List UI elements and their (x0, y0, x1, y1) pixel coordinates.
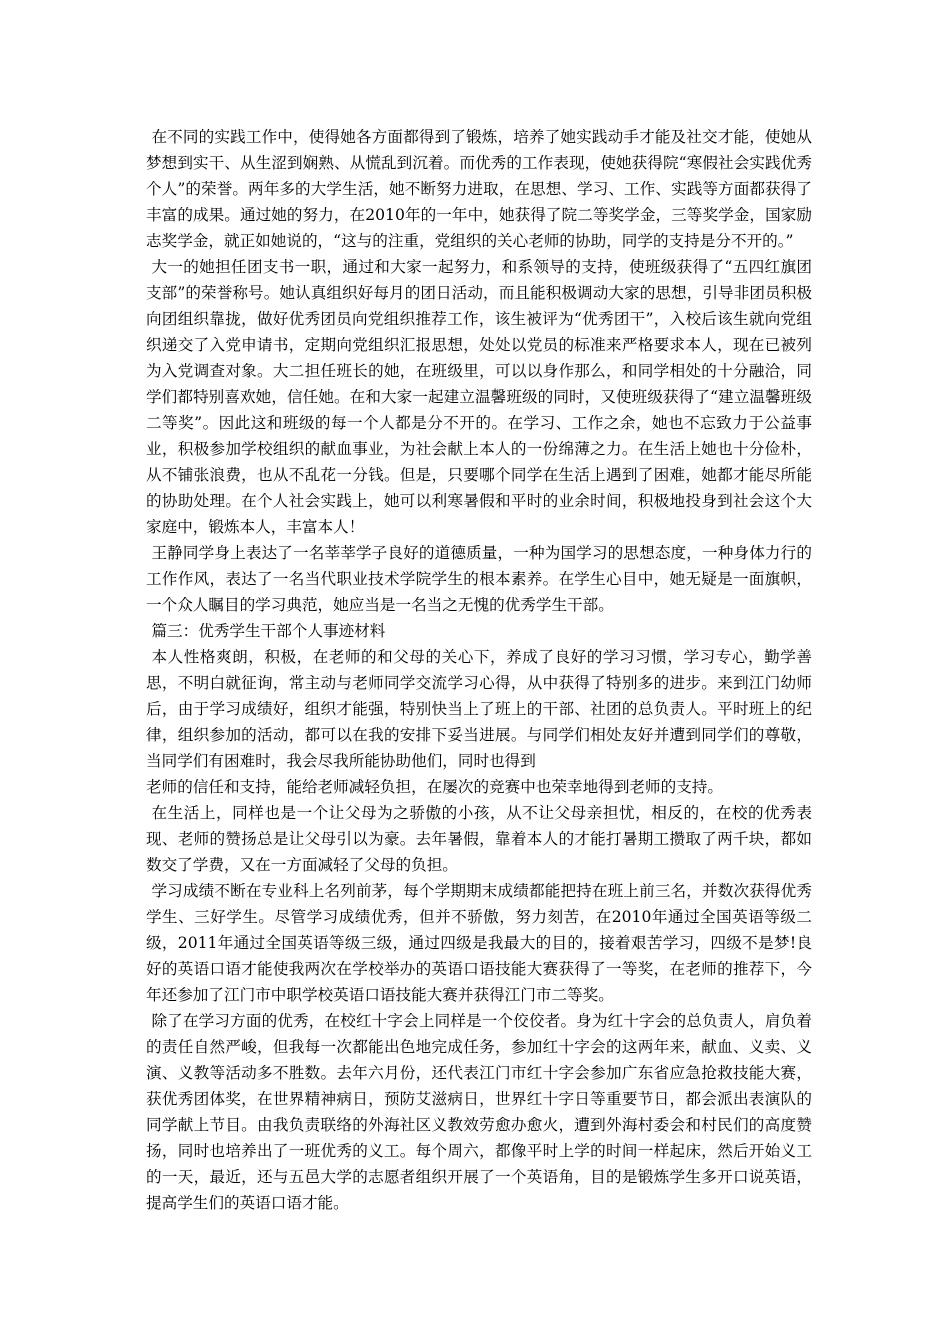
paragraph-summary: 王静同学身上表达了一名莘莘学子良好的道德质量，一种为国学习的思想态度，一种身体力行的工作作风，表达了一名当代职业技术学院学生的根本素养。在学生心目中，她无疑是一面旗帜，一个众人瞩目的学习典范，她应当是一名当之无愧的优秀学生干部。 (146, 544, 812, 614)
paragraph-red-cross: 除了在学习方面的优秀，在校红十字会上同样是一个佼佼者。身为红十字会的总负责人，肩负着的责任自然严峻，但我每一次都能出色地完成任务，参加红十字会的这两年来，献血、义卖、义演、义教等活动多不胜数。去年六月份，还代表江门市红十字会参加广东省应急抢救技能大赛，获优秀团体奖，在世界精神病日，预防艾滋病日，世界红十字日等重要节日，都会派出表演队的同学献上节目。由我负责联络的外海社区义教效劳愈办愈火，遭到外海村委会和村民们的高度赞扬，同时也培养出了一班优秀的义工。每个周六，都像平时上学的时间一样起床，然后开始义工的一天，最近，还与五邑大学的志愿者组织开展了一个英语角，目的是锻炼学生多开口说英语，提高学生们的英语口语才能。 (146, 1012, 812, 1212)
section-heading: 篇三：优秀学生干部个人事迹材料 (151, 622, 386, 640)
paragraph-league-secretary: 大一的她担任团支书一职，通过和大家一起努力，和系领导的支持，使班级获得了“五四红旗团支部”的荣誉称号。她认真组织好每月的团日活动，而且能积极调动大家的思想，引导非团员积极向团组织靠拢，做好优秀团员向党组织推荐工作，该生被评为“优秀团干”，入校后该生就向党组织递交了入党申请书，定期向党组织汇报思想，处处以党员的标准来严格要求本人，现在已被列为入党调查对象。大二担任班长的她，在班级里，可以以身作那么，和同学相处的十分融洽，同学们都特别喜欢她，信任她。在和大家一起建立温馨班级的同时，又使班级获得了“建立温馨班级二等奖”。因此这和班级的每一个人都是分不开的。在学习、工作之余，她也不忘致力于公益事业，积极参加学校组织的献血事业，为社会献上本人的一份绵薄之力。在生活上她也十分俭朴，从不铺张浪费，也从不乱花一分钱。但是，只要哪个同学在生活上遇到了困难，她都才能尽所能的协助处理。在个人社会实践上，她可以利寒暑假和平时的业余时间，积极地投身到社会这个大家庭中，锻炼本人，丰富本人！ (146, 258, 812, 536)
document-page (146, 124, 812, 1216)
paragraph-intro: 本人性格爽朗，积极，在老师的和父母的关心下，养成了良好的学习习惯，学习专心，勤学善思，不明白就征询，常主动与老师同学交流学习心得，从中获得了特别多的进步。来到江门幼师后，由于学习成绩好，组织才能强，特别快当上了班上的干部、社团的总负责人。平时班上的纪律，组织参加的活动，都可以在我的安排下妥当进展。与同学们相处友好并遭到同学们的尊敬，当同学们有困难时，我会尽我所能协助他们，同时也得到 (146, 648, 812, 770)
paragraph-practice: 在不同的实践工作中，使得她各方面都得到了锻炼，培养了她实践动手才能及社交才能，使她从梦想到实干、从生涩到娴熟、从慌乱到沉着。而优秀的工作表现，使她获得院“寒假社会实践优秀个人”的荣誉。两年多的大学生活，她不断努力进取，在思想、学习、工作、实践等方面都获得了丰富的成果。通过她的努力，在2010年的一年中，她获得了院二等奖学金，三等奖学金，国家励志奖学金，就正如她说的，“这与的注重，党组织的关心老师的协助，同学的支持是分不开的。” (146, 128, 812, 250)
paragraph-intro-continued: 老师的信任和支持，能给老师减轻负担，在屡次的竞赛中也荣幸地得到老师的支持。 (146, 778, 723, 796)
paragraph-life: 在生活上，同样也是一个让父母为之骄傲的小孩，从不让父母亲担忧，相反的，在校的优秀表现、老师的赞扬总是让父母引以为豪。去年暑假，靠着本人的才能打暑期工攒取了两千块，都如数交了学费，又在一方面减轻了父母的负担。 (146, 804, 812, 874)
paragraph-study: 学习成绩不断在专业科上名列前茅，每个学期期末成绩都能把持在班上前三名，并数次获得优秀学生、三好学生。尽管学习成绩优秀，但并不骄傲，努力刻苦，在2010年通过全国英语等级二级，2011年通过全国英语等级三级，通过四级是我最大的目的，接着艰苦学习，四级不是梦!良好的英语口语才能使我两次在学校举办的英语口语技能大赛获得了一等奖，在老师的推荐下，今年还参加了江门市中职学校英语口语技能大赛并获得江门市二等奖。 (146, 882, 812, 1004)
